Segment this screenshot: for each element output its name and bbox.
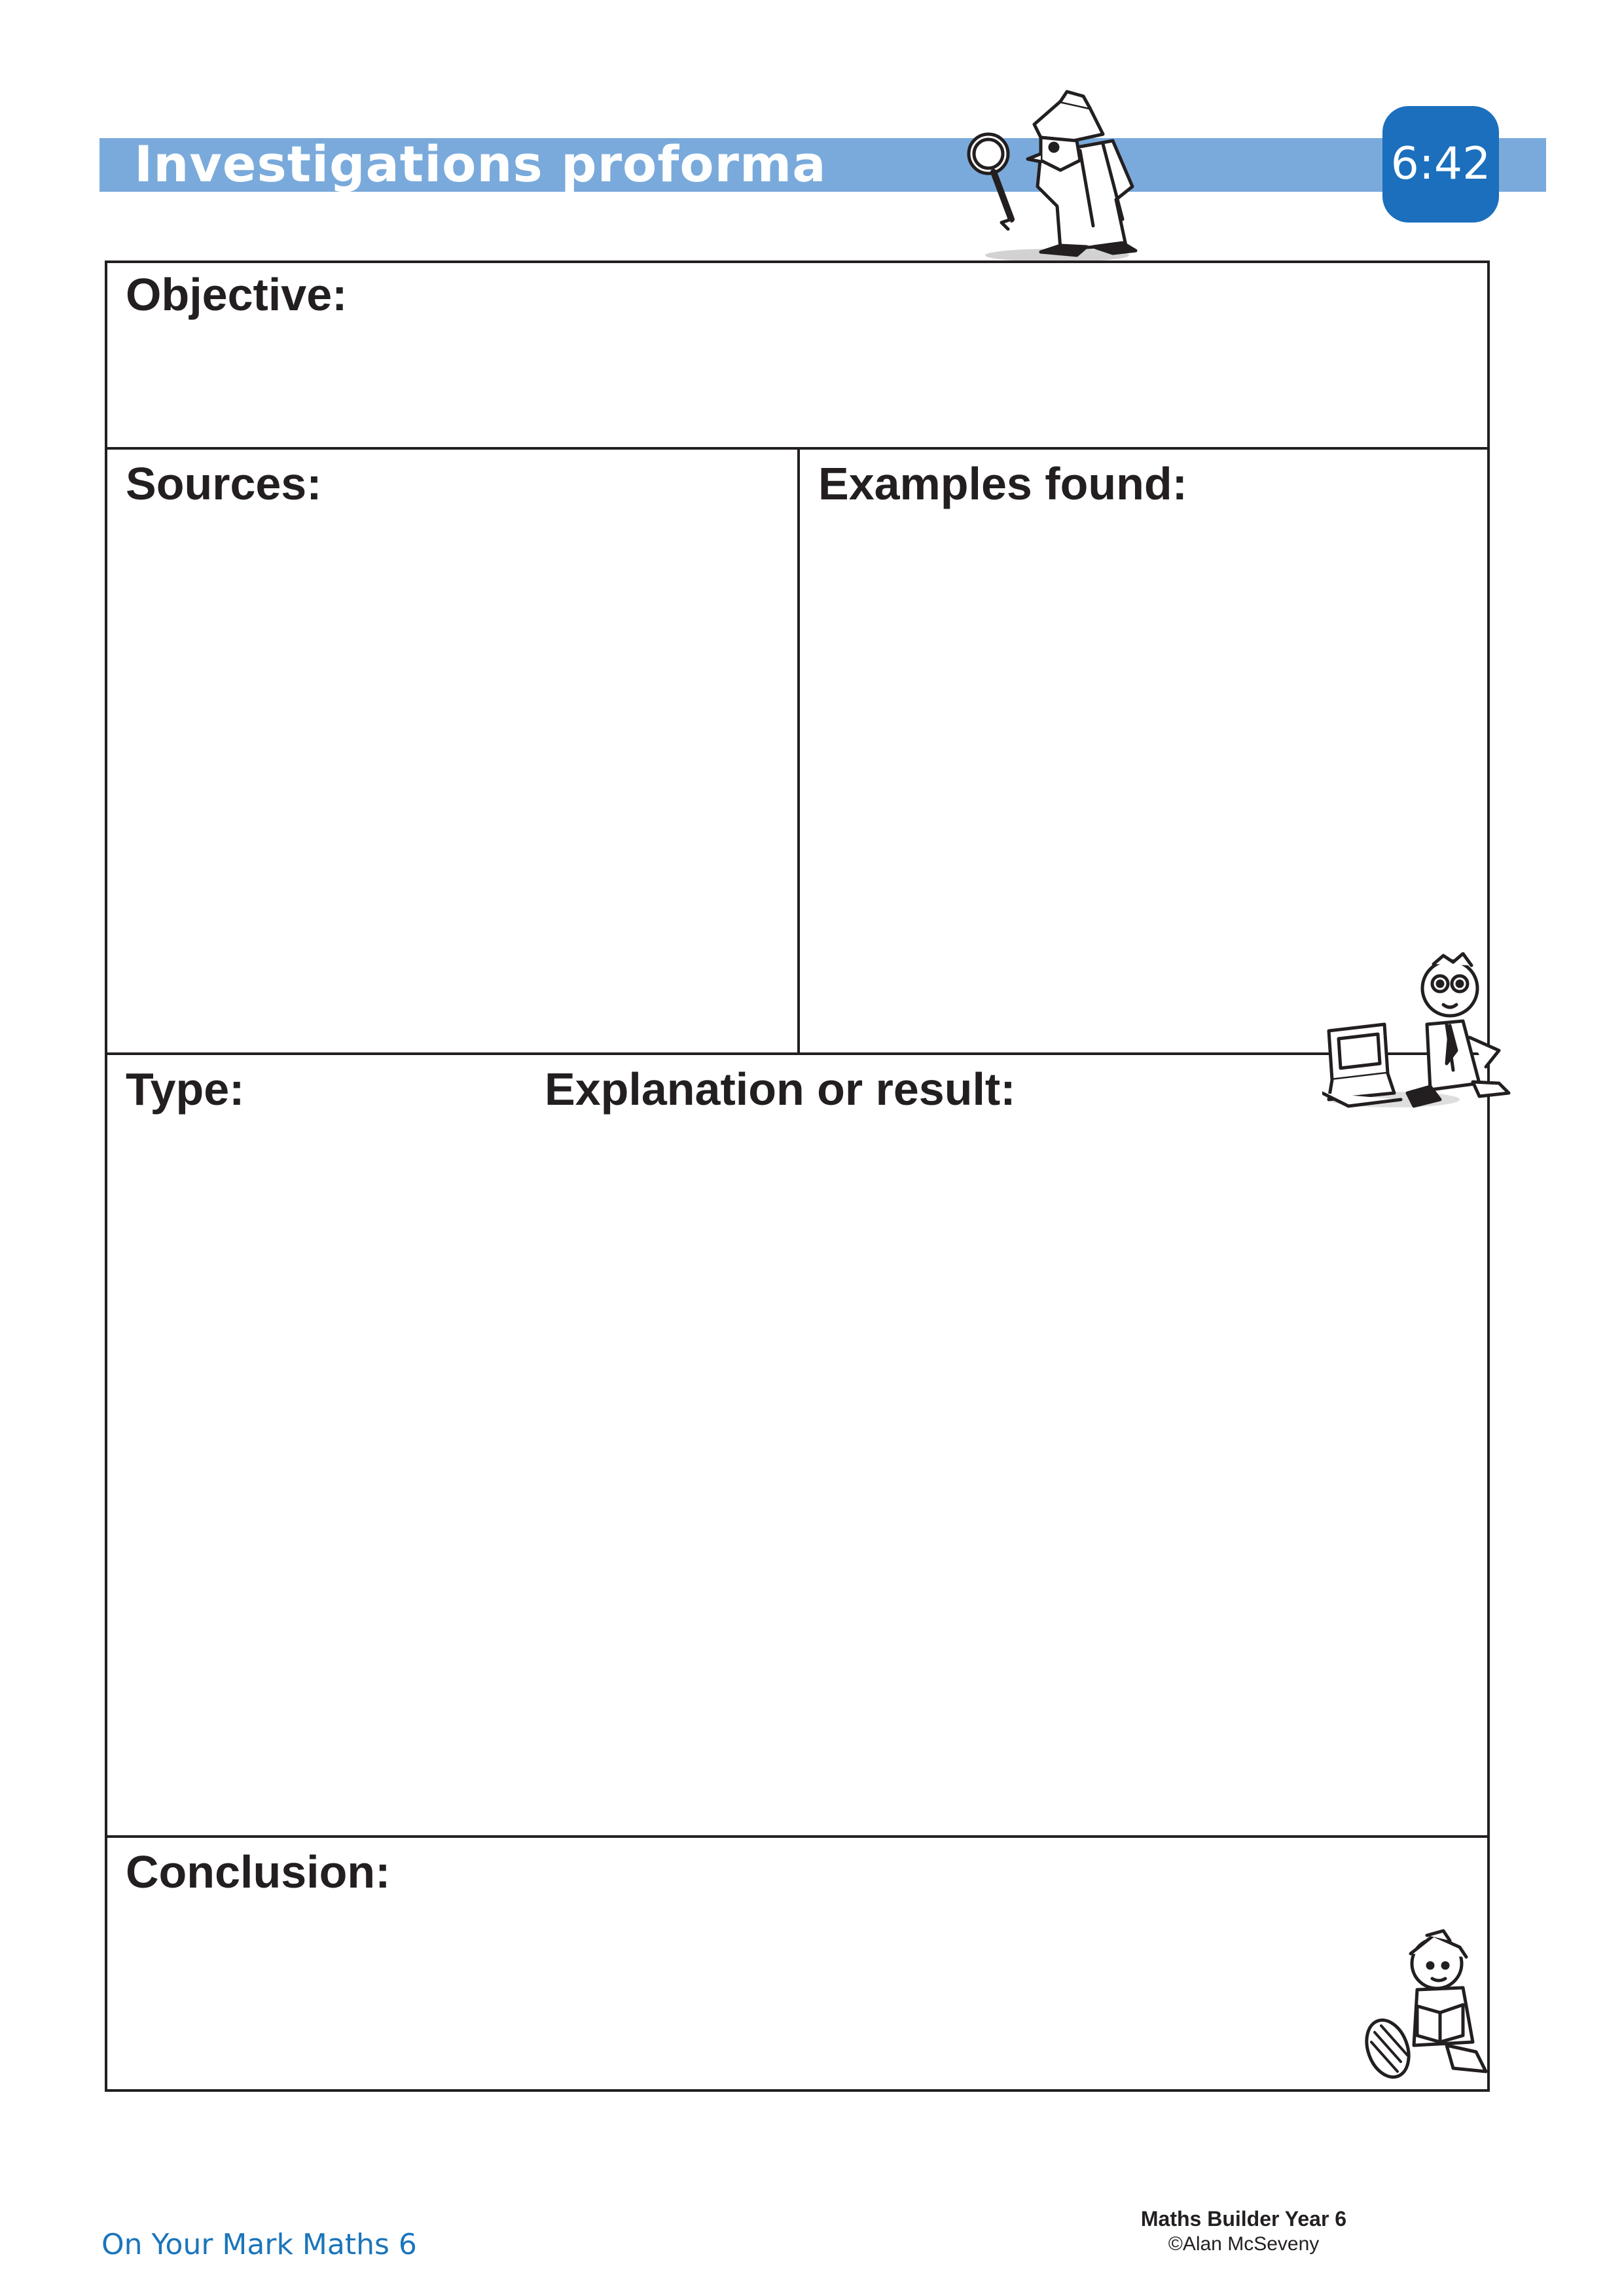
copyright-notice: ©Alan McSeveny [1168, 2233, 1320, 2255]
investigation-form [105, 260, 1490, 2092]
explanation-label: Explanation or result: [545, 1064, 1016, 1115]
page-code-badge: 6:42 [1382, 106, 1499, 223]
page-title: Investigations proforma [134, 135, 827, 193]
divider-type [107, 1052, 1487, 1055]
sources-label: Sources: [126, 458, 322, 509]
series-title: On Your Mark Maths 6 [101, 2228, 417, 2261]
divider-conclusion [107, 1835, 1487, 1838]
detective-with-magnifying-glass-icon [962, 88, 1159, 265]
examples-found-label: Examples found: [818, 458, 1187, 509]
type-label: Type: [126, 1064, 245, 1115]
objective-label: Objective: [126, 269, 348, 320]
divider-sources-examples [797, 447, 800, 1052]
book-title: Maths Builder Year 6 [1140, 2207, 1347, 2231]
student-at-computer-icon [1322, 952, 1512, 1113]
conclusion-label: Conclusion: [126, 1846, 391, 1897]
student-reading-book-icon [1362, 1928, 1492, 2085]
